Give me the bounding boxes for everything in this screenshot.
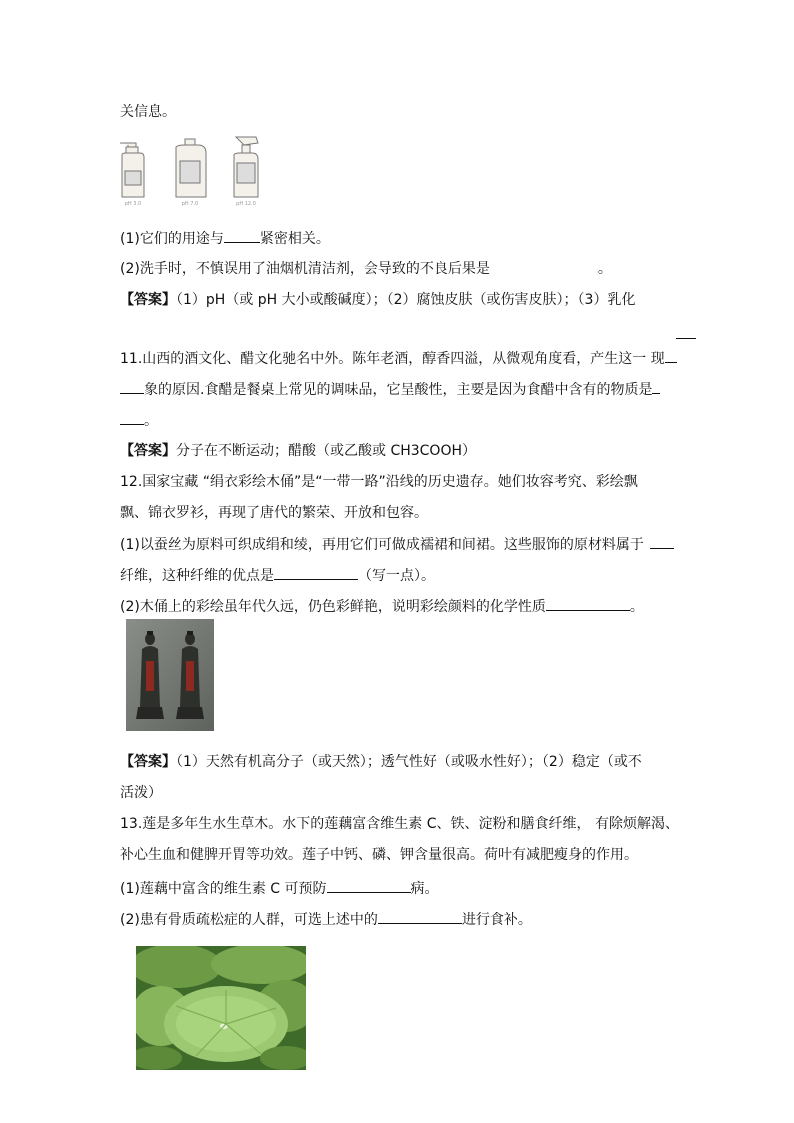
- answer-10: 【答案】（1）pH（或 pH 大小或酸碱度）；（2）腐蚀皮肤（或伤害皮肤）；（3）乳化: [120, 292, 636, 308]
- q12-part2: (2)木俑上的彩绘虽年代久远，仍色彩鲜艳，说明彩绘颜料的化学性质 。: [120, 596, 644, 617]
- svg-text:pH 7.0: pH 7.0: [181, 201, 199, 207]
- q10-part2: (2)洗手时，不慎误用了油烟机清洁剂，会导致的不良后果是 。: [120, 261, 612, 277]
- q11-line1: 11.山西的酒文化、醋文化驰名中外。陈年老酒，醇香四溢，从微观角度看，产生这一 现: [120, 348, 677, 369]
- lotus-leaves-image: [136, 946, 306, 1070]
- cleaning-bottles-image: [118, 133, 278, 209]
- q12-part1-line1: (1)以蚕丝为原料可织成绢和绫，再用它们可做成襦裙和间裙。这些服饰的原材料属于: [120, 534, 674, 555]
- svg-text:pH 12.0: pH 12.0: [236, 201, 256, 207]
- q13-line2: 补心生血和健脾开胃等功效。莲子中钙、磷、钾含量很高。荷叶有减肥瘦身的作用。: [120, 847, 638, 863]
- q13-part1: (1)莲藕中富含的维生素 C 可预防 病。: [120, 878, 439, 899]
- answer-blank: [676, 338, 696, 339]
- q10-part1: (1)它们的用途与 紧密相关。: [120, 228, 330, 249]
- answer-blank: [224, 228, 260, 243]
- answer-blank: [665, 348, 677, 363]
- svg-text:pH 3.0: pH 3.0: [124, 201, 142, 207]
- answer-blank: [378, 909, 462, 924]
- bottle-3: [234, 137, 258, 207]
- q12-line1: 12.国家宝藏 “绢衣彩绘木俑”是“一带一路”沿线的历史遗存。她们妆容考究、彩绘飘: [120, 474, 638, 490]
- bottle-2: [176, 139, 206, 207]
- answer-blank: [650, 534, 674, 549]
- q13-part2: (2)患有骨质疏松症的人群，可选上述中的 进行食补。: [120, 909, 532, 930]
- line-intro: 关信息。: [120, 104, 176, 120]
- q12-part1-line2: 纤维，这种纤维的优点是 （写一点）。: [120, 565, 435, 586]
- q11-line2: 象的原因.食醋是餐桌上常见的调味品，它呈酸性，主要是因为食醋中含有的物质是: [120, 379, 660, 400]
- answer-12-line1: 【答案】（1）天然有机高分子（或天然）；透气性好（或吸水性好）；（2）稳定（或不: [120, 754, 642, 770]
- bottle-1: [120, 143, 144, 207]
- q11-line3: 。: [120, 410, 158, 431]
- q12-line2: 飘、锦衣罗衫，再现了唐代的繁荣、开放和包容。: [120, 505, 428, 521]
- answer-blank: [546, 596, 630, 611]
- answer-blank: [120, 379, 144, 394]
- answer-blank: [327, 878, 411, 893]
- answer-blank: [274, 565, 358, 580]
- answer-12-line2: 活泼）: [120, 785, 162, 801]
- wooden-figurines-image: [126, 619, 214, 731]
- answer-blank: [652, 379, 660, 394]
- q13-line1: 13.莲是多年生水生草木。水下的莲藕富含维生素 C、铁、淀粉和膳食纤维， 有除烦解渴、: [120, 816, 679, 832]
- answer-11: 【答案】分子在不断运动；醋酸（或乙酸或 CH3COOH）: [120, 443, 477, 459]
- answer-blank: [120, 410, 144, 425]
